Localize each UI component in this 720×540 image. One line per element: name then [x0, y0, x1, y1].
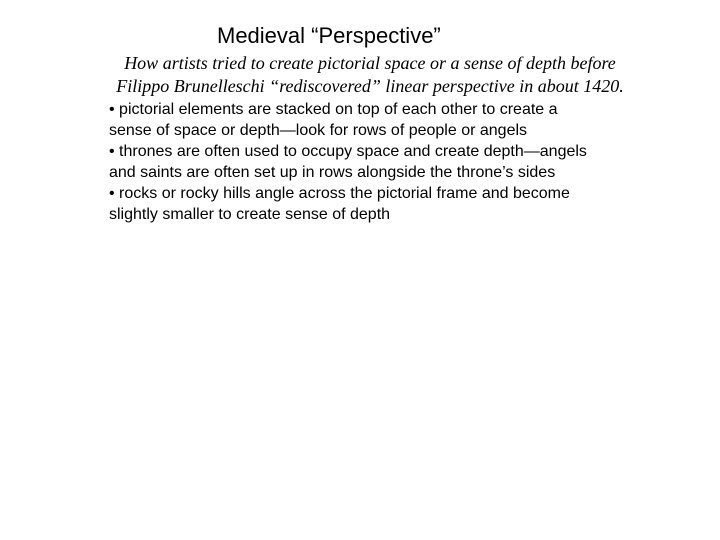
- slide-title: Medieval “Perspective”: [217, 23, 441, 48]
- bullet-list: [109, 99, 689, 225]
- subtitle-line: Filippo Brunelleschi “rediscovered” linear perspective in about 1420.: [116, 76, 624, 96]
- subtitle-line: How artists tried to create pictorial space or a sense of depth before: [124, 53, 616, 73]
- bullet-line: slightly smaller to create sense of depth: [109, 206, 391, 223]
- bullet-line: • thrones are often used to occupy space and create depth—angels: [109, 143, 587, 160]
- bullet-line: • rocks or rocky hills angle across the pictorial frame and become: [109, 185, 570, 202]
- bullet-line: and saints are often set up in rows alongside the throne’s sides: [109, 164, 556, 181]
- bullet-line: sense of space or depth—look for rows of people or angels: [109, 122, 528, 139]
- bullet-line: • pictorial elements are stacked on top of each other to create a: [109, 101, 558, 118]
- slide-subtitle: [40, 52, 700, 98]
